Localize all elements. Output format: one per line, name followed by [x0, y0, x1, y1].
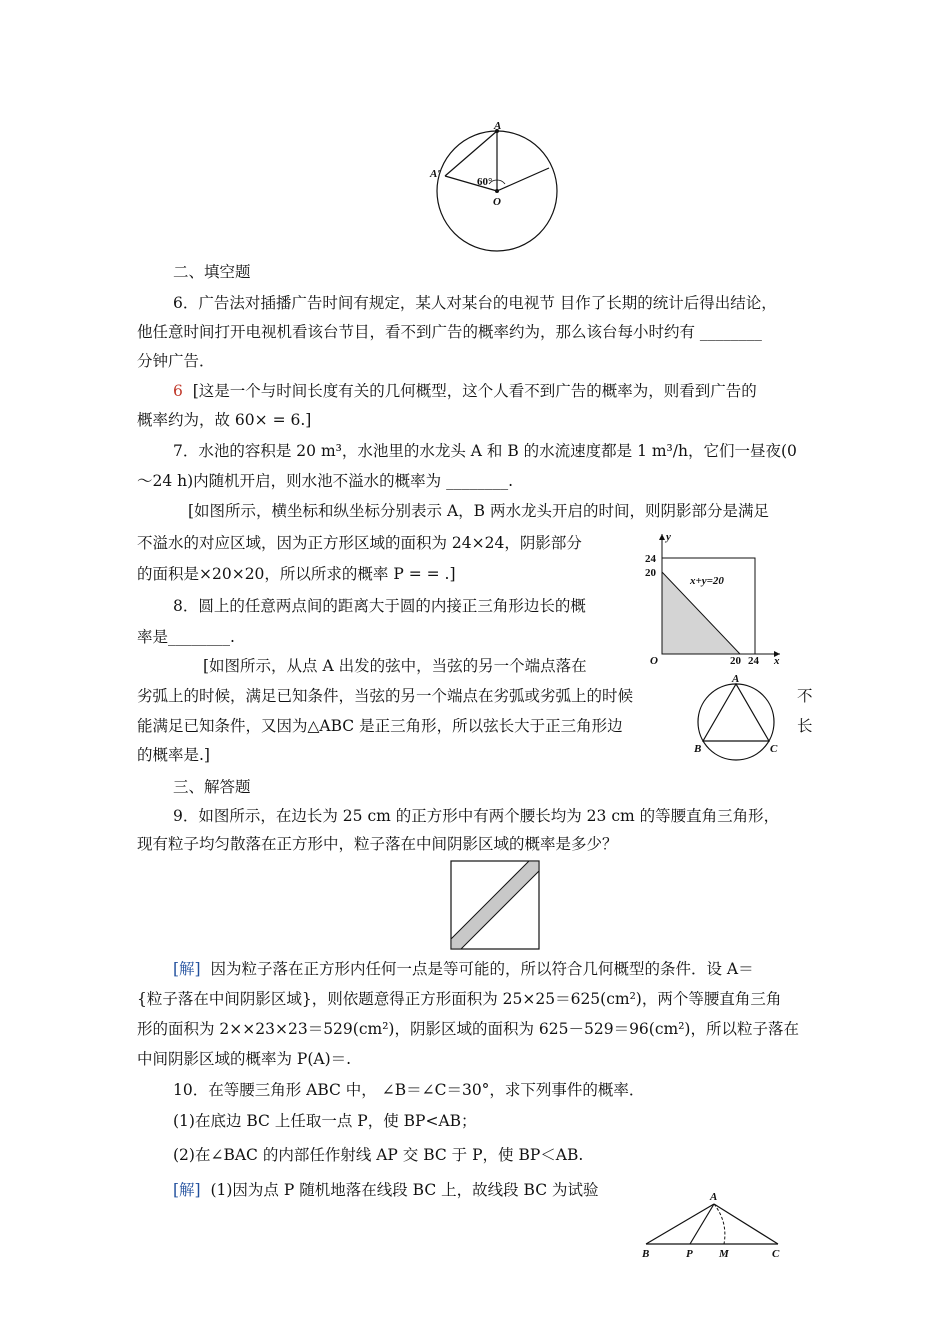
- label-o: O: [493, 196, 501, 208]
- q6-line2: 他任意时间打开电视机看该台节目，看不到广告的概率约为，那么该台每小时约有 ________: [137, 323, 762, 341]
- q7-solution-line2: 不溢水的对应区域，因为正方形区域的面积为 24×24，阴影部分: [137, 534, 582, 552]
- tick-y-20: 20: [645, 567, 656, 579]
- isosceles-triangle-figure: [638, 1188, 788, 1260]
- line-equation-label: x+y=20: [690, 575, 724, 587]
- tick-x-24: 24: [748, 655, 759, 667]
- label-p: P: [686, 1248, 693, 1260]
- q7-line2: ～24 h)内随机开启，则水池不溢水的概率为 ________.: [137, 472, 514, 490]
- label-b: B: [694, 743, 702, 755]
- label-a-prime: A′: [430, 168, 441, 180]
- q10-solution-line1: [173, 1180, 599, 1200]
- q6-line1: 6．广告法对插播广告时间有规定，某人对某台的电视节 目作了长期的统计后得出结论，: [173, 294, 777, 312]
- section-heading-fill-in: 二、填空题: [173, 263, 251, 281]
- tick-x-20: 20: [730, 655, 741, 667]
- axis-y-label: y: [666, 531, 671, 543]
- q6-solution-line2: 概率约为，故 60× = 6.]: [137, 411, 312, 429]
- q10-solution-label: [解]: [173, 1181, 201, 1199]
- q9-solution-line4: 中间阴影区域的概率为 P(A)＝.: [137, 1050, 352, 1068]
- section-heading-solve: 三、解答题: [173, 778, 251, 796]
- q10-solution-text: (1)因为点 P 随机地落在线段 BC 上，故线段 BC 为试验: [210, 1181, 599, 1199]
- square-band-figure: [450, 860, 542, 952]
- label-a: A: [710, 1191, 718, 1203]
- label-m: M: [719, 1248, 729, 1260]
- q6-line3: 分钟广告．: [137, 352, 215, 370]
- q8-line1: 8．圆上的任意两点间的距离大于圆的内接正三角形边长的概: [173, 597, 586, 615]
- q8-solution-line3: 能满足已知条件，又因为△ABC 是正三角形，所以弦长大于正三角形边: [137, 717, 623, 735]
- axis-x-label: x: [774, 655, 780, 667]
- q6-solution-text: [这是一个与时间长度有关的几何概型，这个人看不到广告的概率为，则看到广告的: [192, 382, 757, 400]
- label-c: C: [770, 743, 778, 755]
- origin-label: O: [650, 655, 658, 667]
- label-a: A: [494, 120, 502, 132]
- q9-solution-text: 因为粒子落在正方形内任何一点是等可能的，所以符合几何概型的条件．设 A＝: [210, 960, 754, 978]
- q9-solution-label: [解]: [173, 960, 201, 978]
- q8-solution-line3-tail: 长: [797, 717, 813, 735]
- inscribed-triangle-figure: [688, 672, 788, 766]
- square-region-figure: [640, 528, 790, 670]
- label-a: A: [732, 673, 740, 685]
- q7-solution-line3: 的面积是×20×20，所以所求的概率 P = = .]: [137, 565, 456, 583]
- q8-solution-line1: [如图所示，从点 A 出发的弦中，当弦的另一个端点落在: [203, 657, 587, 675]
- label-b: B: [642, 1248, 650, 1260]
- q7-solution-line1: [如图所示，横坐标和纵坐标分别表示 A，B 两水龙头开启的时间，则阴影部分是满足: [188, 502, 769, 520]
- label-angle: 60°: [477, 176, 493, 188]
- q8-solution-line4: 的概率是.]: [137, 746, 210, 764]
- q9-solution-line1: [173, 959, 754, 979]
- q10-line3: (2)在∠BAC 的内部任作射线 AP 交 BC 于 P，使 BP＜AB.: [173, 1146, 584, 1164]
- q8-solution-line2-tail: 不: [797, 687, 813, 705]
- tick-y-24: 24: [645, 553, 656, 565]
- q9-solution-line2: {粒子落在中间阴影区域}，则依题意得正方形面积为 25×25＝625(cm²)，两个等腰直角三角: [137, 990, 782, 1008]
- q6-answer: 6: [173, 382, 183, 400]
- q10-line1: 10．在等腰三角形 ABC 中， ∠B＝∠C＝30°，求下列事件的概率．: [173, 1081, 645, 1099]
- q9-line2: 现有粒子均匀散落在正方形中，粒子落在中间阴影区域的概率是多少？: [137, 835, 618, 853]
- q9-solution-line3: 形的面积为 2××23×23＝529(cm²)，阴影区域的面积为 625－529＝96(cm²)，所以粒子落在: [137, 1020, 799, 1038]
- q10-line2: (1)在底边 BC 上任取一点 P，使 BP<AB；: [173, 1112, 477, 1130]
- q6-solution-line1: [173, 381, 757, 401]
- q8-solution-line2: 劣弧上的时候，满足已知条件，当弦的另一个端点在劣弧或劣弧上的时候: [137, 687, 634, 705]
- circle-angle-figure: [425, 120, 565, 260]
- q9-line1: 9．如图所示，在边长为 25 cm 的正方形中有两个腰长均为 23 cm 的等腰直角三角形，: [173, 807, 780, 825]
- label-c: C: [772, 1248, 780, 1260]
- q8-line2: 率是________.: [137, 628, 235, 646]
- q7-line1: 7．水池的容积是 20 m³，水池里的水龙头 A 和 B 的水流速度都是 1 m³/h，它们一昼夜(0: [173, 442, 797, 460]
